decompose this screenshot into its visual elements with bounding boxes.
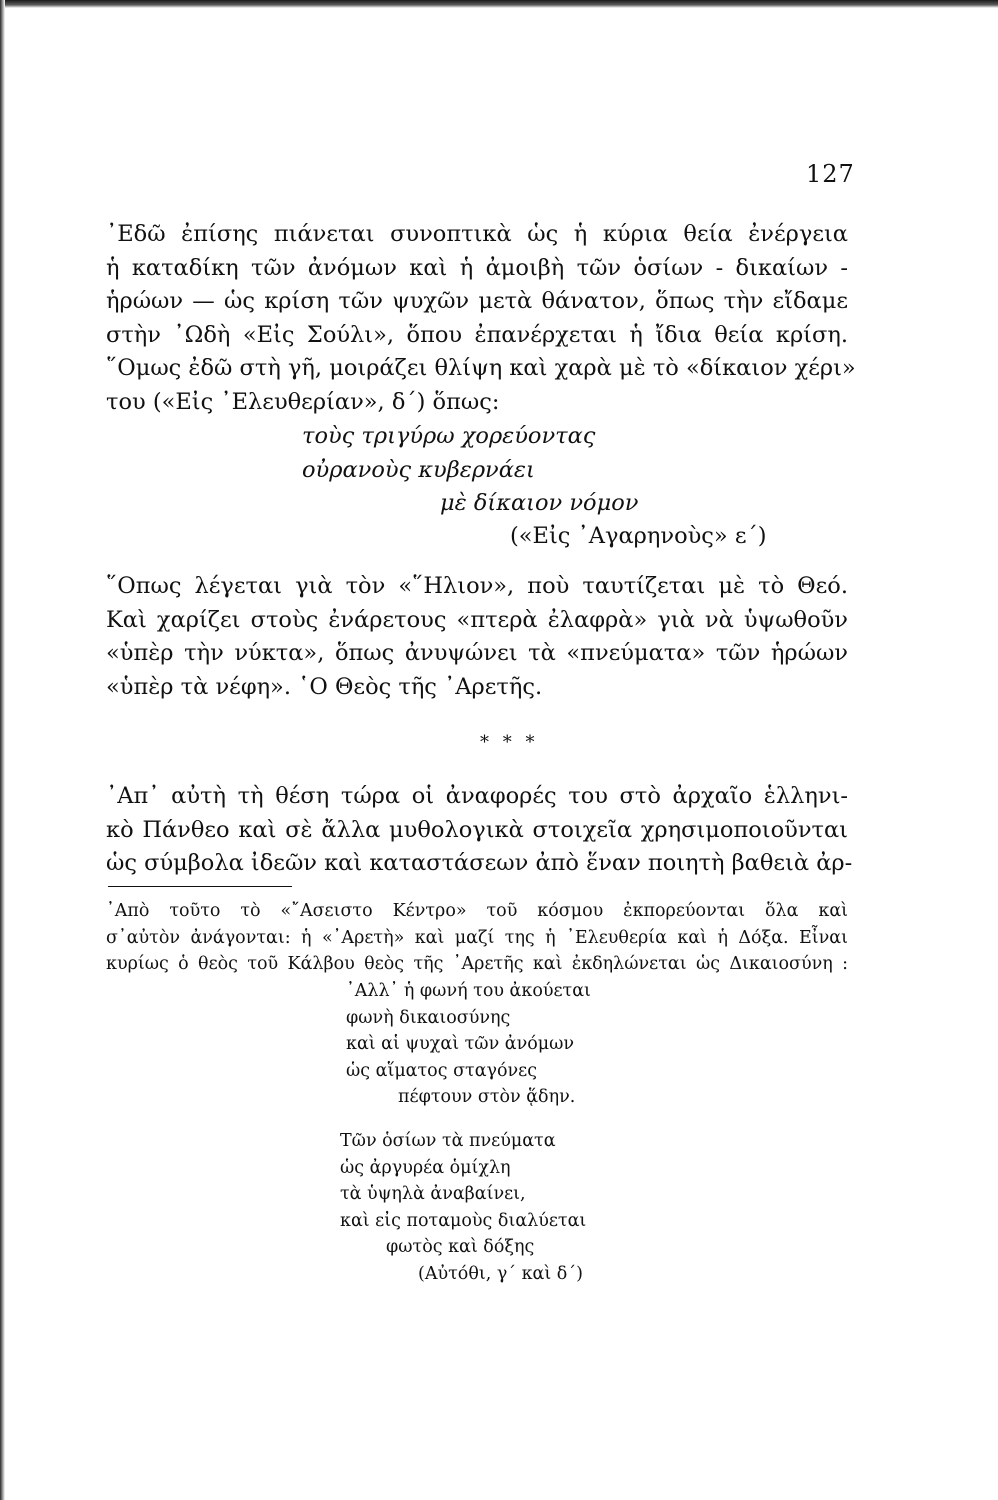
- footnote-line: σ᾿αὐτὸν ἀνάγονται: ἡ «᾿Αρετὴ» καὶ μαζί της ἡ ᾿Ελευθερία καὶ ἡ Δόξα. Εἶναι: [106, 927, 848, 948]
- paragraph-line: ῞Οπως λέγεται γιὰ τὸν «῞Ηλιον», ποὺ ταυτίζεται μὲ τὸ Θεό.: [106, 573, 848, 599]
- paragraph-line: «ὑπὲρ τὴν νύκτα», ὅπως ἀνυψώνει τὰ «πνεύματα» τῶν ἡρώων: [106, 640, 848, 666]
- footnote-verse-2: [106, 1128, 848, 1288]
- footnote-verse-line: καὶ αἱ ψυχαὶ τῶν ἀνόμων: [346, 1034, 575, 1055]
- footnote-line: ᾿Απὸ τοῦτο τὸ «῎Ασειστο Κέντρο» τοῦ κόσμου ἐκπορεύονται ὅλα καὶ: [106, 901, 848, 921]
- paragraph-line: ἡ καταδίκη τῶν ἀνόμων καὶ ἡ ἀμοιβὴ τῶν ὁσίων - δικαίων -: [106, 254, 848, 281]
- paragraph-line: Καὶ χαρίζει στοὺς ἐνάρετους «πτερὰ ἐλαφρὰ» γιὰ νὰ ὑψωθοῦν: [106, 606, 848, 633]
- verse-source: («Εἰς ᾿Αγαρηνοὺς» ε΄): [510, 523, 767, 549]
- page-scan-edge-left: [0, 0, 5, 1500]
- paragraph-line: ὡς σύμβολα ἰδεῶν καὶ καταστάσεων ἀπὸ ἕναν ποιητὴ βαθειὰ ἀρ-: [106, 850, 853, 876]
- page-number: 127: [806, 160, 855, 188]
- section-break-asterism: * * *: [480, 732, 539, 753]
- paragraph-line: ῞Ομως ἐδῶ στὴ γῆ, μοιράζει θλίψη καὶ χαρὰ μὲ τὸ «δίκαιον χέρι»: [106, 355, 856, 381]
- paragraph-1: [106, 218, 856, 419]
- paragraph-line: «ὑπὲρ τὰ νέφη». ῾Ο Θεὸς τῆς ᾿Αρετῆς.: [106, 673, 543, 700]
- footnote-verse-line: πέφτουν στὸν ᾅδην.: [398, 1087, 576, 1108]
- paragraph-2: [106, 570, 848, 704]
- paragraph-line: στὴν ᾿Ωδὴ «Εἰς Σούλι», ὅπου ἐπανέρχεται ἡ ἴδια θεία κρίση.: [106, 321, 848, 348]
- verse-line: οὐρανοὺς κυβερνάει: [302, 456, 535, 483]
- footnote-verse-line: τὰ ὑψηλὰ ἀναβαίνει,: [340, 1184, 526, 1205]
- footnote: [106, 898, 848, 978]
- page-scan-edge-top: [0, 0, 998, 8]
- footnote-verse-line: ὡς ἀργυρέα ὁμίχλη: [340, 1157, 511, 1178]
- verse-line: μὲ δίκαιον νόμον: [440, 490, 639, 516]
- paragraph-line: ᾿Απ᾿ αὐτὴ τὴ θέση τώρα οἱ ἀναφορές του στὸ ἀρχαῖο ἑλληνι-: [106, 783, 848, 809]
- footnote-verse-line: ᾿Αλλ᾿ ἡ φωνή του ἀκούεται: [346, 981, 591, 1001]
- paragraph-3: [106, 780, 853, 881]
- footnote-verse-line: καὶ εἰς ποταμοὺς διαλύεται: [340, 1210, 587, 1231]
- footnote-verse-line: Τῶν ὁσίων τὰ πνεύματα: [340, 1131, 556, 1151]
- footnote-verse-1: [106, 978, 848, 1111]
- verse-quote-1: [106, 420, 848, 521]
- verse-line: τοὺς τριγύρω χορεύοντας: [302, 423, 596, 449]
- footnote-separator: [108, 886, 292, 887]
- footnote-verse-line: φωνὴ δικαιοσύνης: [346, 1007, 511, 1028]
- paragraph-line: ᾿Εδῶ ἐπίσης πιάνεται συνοπτικὰ ὡς ἡ κύρια θεία ἐνέργεια: [106, 221, 848, 247]
- paragraph-line: κὸ Πάνθεο καὶ σὲ ἄλλα μυθολογικὰ στοιχεῖα χρησιμοποιοῦνται: [106, 816, 848, 843]
- footnote-verse-line: ὡς αἵματος σταγόνες: [346, 1060, 538, 1081]
- paragraph-line: ἡρώων — ὡς κρίση τῶν ψυχῶν μετὰ θάνατον, ὅπως τὴν εἴδαμε: [106, 288, 848, 314]
- paragraph-line: του («Εἰς ᾿Ελευθερίαν», δ΄) ὅπως:: [106, 388, 500, 415]
- footnote-verse-line: φωτὸς καὶ δόξης: [386, 1237, 535, 1258]
- footnote-line: κυρίως ὁ θεὸς τοῦ Κάλβου θεὸς τῆς ᾿Αρετῆς καὶ ἐκδηλώνεται ὡς Δικαιοσύνη :: [106, 954, 848, 974]
- footnote-verse-source: (Αὐτόθι, γ΄ καὶ δ΄): [418, 1263, 583, 1284]
